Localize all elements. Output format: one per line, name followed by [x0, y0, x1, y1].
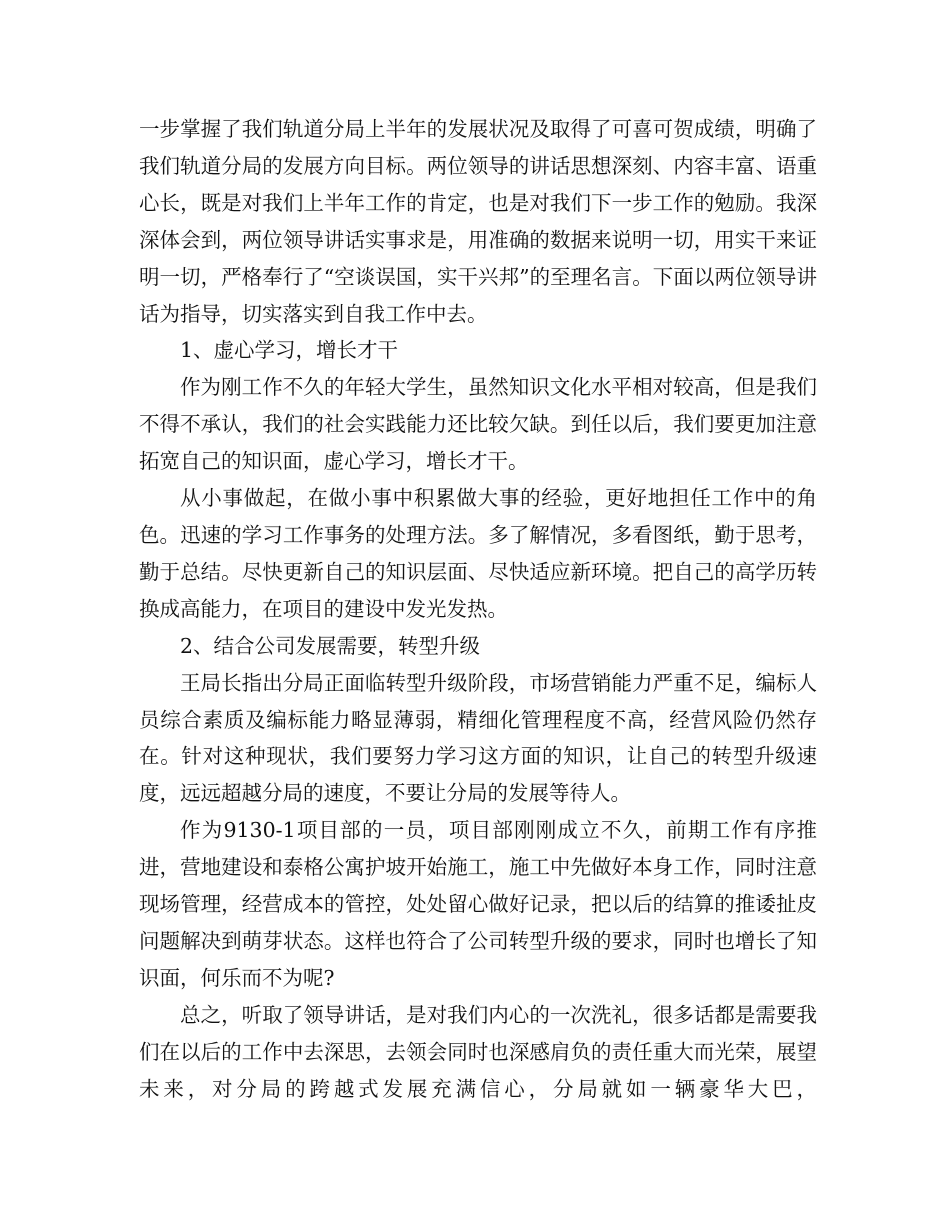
paragraph-study: 作为刚工作不久的年轻大学生，虽然知识文化水平相对较高，但是我们不得不承认，我们的社会实践能力还比较欠缺。到任以后，我们要更加注意拓宽自己的知识面，虚心学习，增长才干。 [139, 375, 817, 474]
section-heading-1: 1、虚心学习，增长才干 [180, 338, 399, 363]
section-heading-2: 2、结合公司发展需要，转型升级 [180, 633, 481, 658]
paragraph-project: 作为9130-1项目部的一员，项目部刚刚成立不久，前期工作有序推进，营地建设和泰格公寓护坡开始施工，施工中先做好本身工作，同时注意现场管理，经营成本的管控，处处留心做好记录，把以后的结算的推诿扯皮问题解决到萌芽状态。这样也符合了公司转型升级的要求，同时也增长了知识面，何乐而不为呢? [139, 818, 817, 990]
paragraph-intro: 一步掌握了我们轨道分局上半年的发展状况及取得了可喜可贺成绩，明确了我们轨道分局的发展方向目标。两位领导的讲话思想深刻、内容丰富、语重心长，既是对我们上半年工作的肯定，也是对我们下一步工作的勉励。我深深体会到，两位领导讲话实事求是，用准确的数据来说明一切，用实干来证明一切，严格奉行了“空谈误国，实干兴邦”的至理名言。下面以两位领导讲话为指导，切实落实到自我工作中去。 [139, 117, 817, 326]
paragraph-small-things: 从小事做起，在做小事中积累做大事的经验，更好地担任工作中的角色。迅速的学习工作事务的处理方法。多了解情况，多看图纸，勤于思考，勤于总结。尽快更新自己的知识层面、尽快适应新环境。把自己的高学历转换成高能力，在项目的建设中发光发热。 [139, 486, 817, 621]
paragraph-conclusion: 总之，听取了领导讲话，是对我们内心的一次洗礼，很多话都是需要我们在以后的工作中去深思，去领会同时也深感肩负的责任重大而光荣，展望未来，对分局的跨越式发展充满信心，分局就如一辆豪华大巴， [139, 1002, 817, 1101]
document-body [139, 111, 817, 1107]
paragraph-transformation: 王局长指出分局正面临转型升级阶段，市场营销能力严重不足，编标人员综合素质及编标能力略显薄弱，精细化管理程度不高，经营风险仍然存在。针对这种现状，我们要努力学习这方面的知识，让自己的转型升级速度，远远超越分局的速度，不要让分局的发展等待人。 [139, 670, 817, 806]
